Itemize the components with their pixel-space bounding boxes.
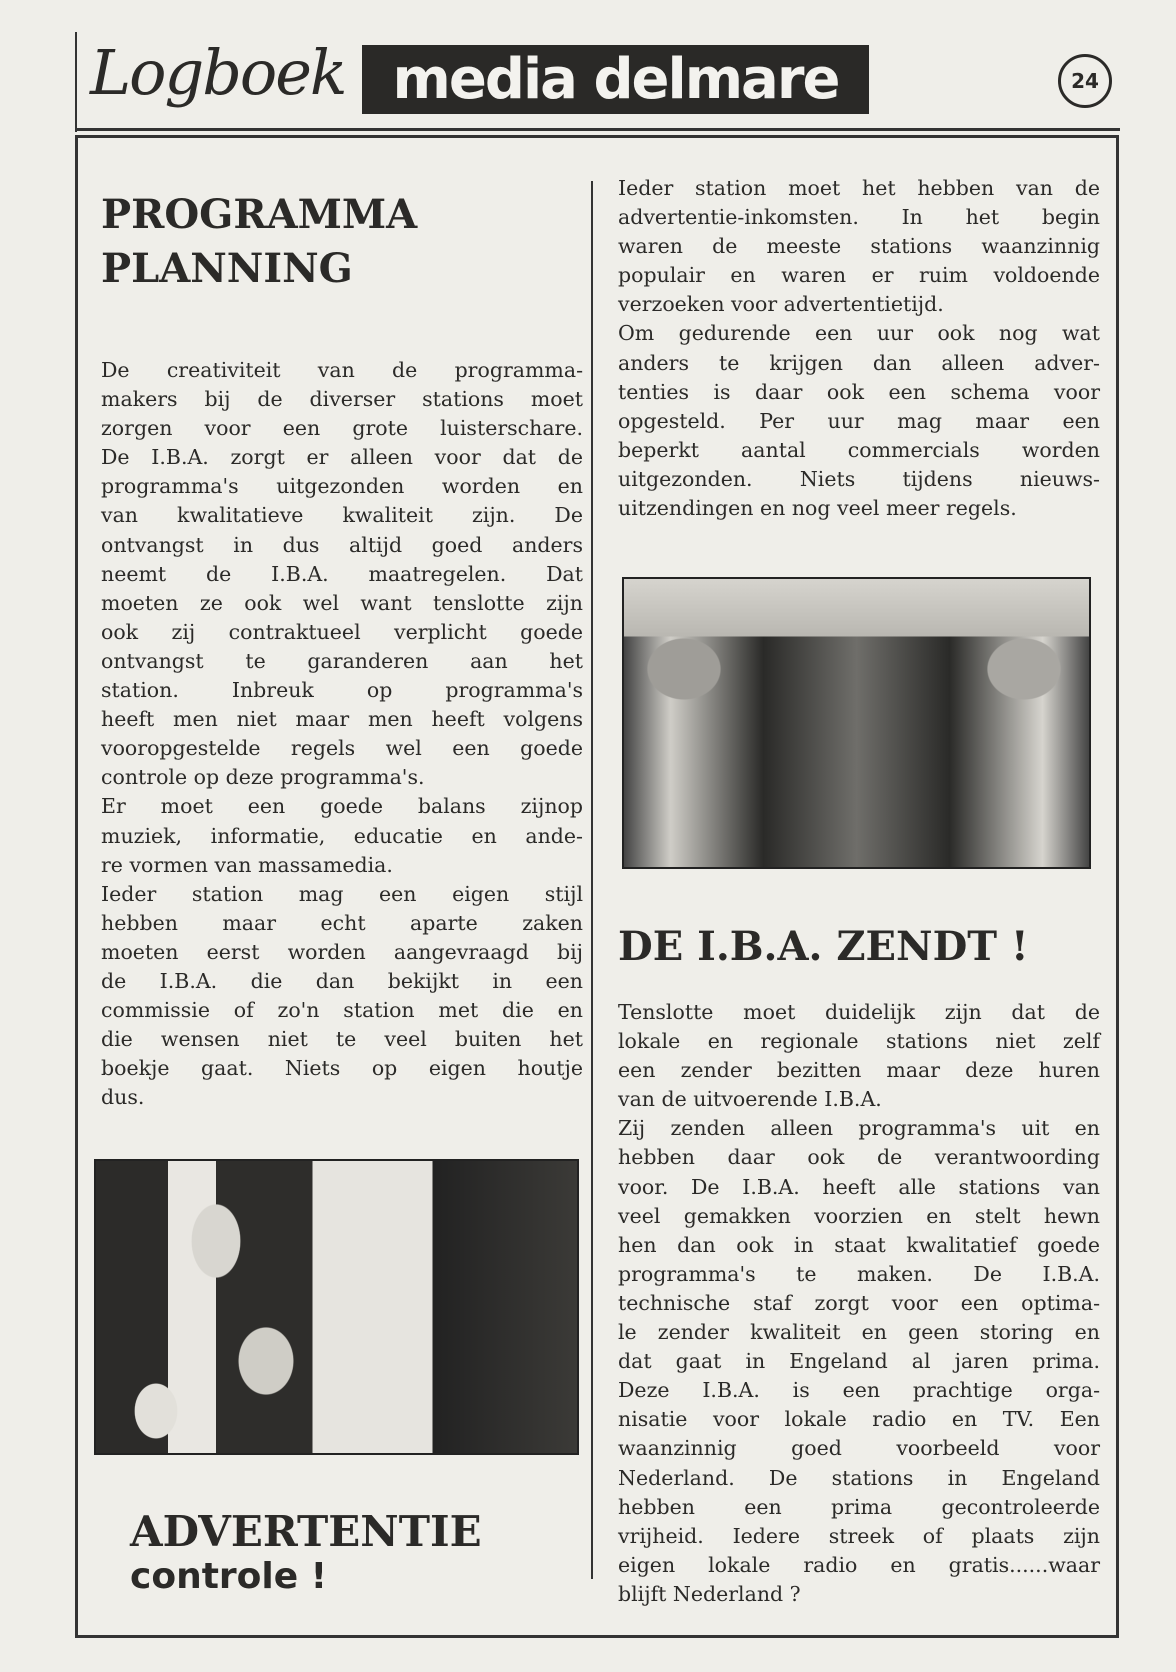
text-line: van de uitvoerende I.B.A. [618, 1087, 882, 1112]
text-line: dat gaat in Engeland al jaren prima. [618, 1349, 1100, 1374]
text-line: Deze I.B.A. is een prachtige orga- [618, 1378, 1100, 1403]
text-line: Om gedurende een uur ook nog wat [618, 321, 1100, 346]
text-line: hebben daar ook de verantwoording [618, 1145, 1100, 1170]
text-line: waren de meeste stations waanzinnig [618, 234, 1100, 259]
text-line: veel gemakken voorzien en stelt hewn [618, 1203, 1100, 1228]
header-rule [76, 128, 1120, 131]
header-rule-vertical [75, 32, 77, 132]
column-divider [591, 181, 593, 1579]
text-line: programma's uitgezonden worden en [101, 474, 583, 499]
text-line: hebben een prima gecontroleerde [618, 1494, 1100, 1519]
text-line: van kwalitatieve kwaliteit zijn. De [101, 503, 583, 528]
text-line: voor. De I.B.A. heeft alle stations van [618, 1174, 1100, 1199]
text-line: ontvangst te garanderen aan het [101, 648, 583, 673]
text-line: neemt de I.B.A. maatregelen. Dat [101, 561, 583, 586]
programma-planning-title [101, 188, 417, 296]
text-line: Zij zenden alleen programma's uit en [618, 1116, 1100, 1141]
title-line: PROGRAMMA [101, 191, 418, 238]
text-line: blijft Nederland ? [618, 1581, 801, 1606]
text-line: commissie of zo'n station met die en [101, 998, 583, 1023]
logboek-script-title: Logboek [90, 36, 346, 109]
text-line: technische staf zorgt voor een optima- [618, 1290, 1100, 1315]
brand-logo-text: media delmare [392, 46, 839, 112]
text-line: moeten ze ook wel want tenslotte zijn [101, 590, 583, 615]
iba-zendt-title: DE I.B.A. ZENDT ! [618, 923, 1029, 970]
brand-logo [362, 45, 869, 114]
text-line: Ieder station mag een eigen stijl [101, 881, 583, 906]
text-line: muziek, informatie, educatie en ande- [101, 823, 583, 848]
text-line: de I.B.A. die dan bekijkt in een [101, 968, 583, 993]
text-line: die wensen niet te veel buiten het [101, 1027, 583, 1052]
text-line: ook zij contraktueel verplicht goede [101, 619, 583, 644]
text-line: controle op deze programma's. [101, 765, 425, 790]
text-line: opgesteld. Per uur mag maar een [618, 408, 1100, 433]
advertentie-subtitle: controle ! [130, 1556, 328, 1597]
text-line: moeten eerst worden aangevraagd bij [101, 939, 583, 964]
advertentie-title: ADVERTENTIE [130, 1507, 482, 1556]
text-line: populair en waren er ruim voldoende [618, 263, 1100, 288]
text-line: ontvangst in dus altijd goed anders [101, 532, 583, 557]
photo-camera-crew [94, 1159, 579, 1455]
text-line: le zender kwaliteit en geen storing en [618, 1320, 1100, 1345]
text-line: nisatie voor lokale radio en TV. Een [618, 1407, 1100, 1432]
text-line: lokale en regionale stations niet zelf [618, 1029, 1100, 1054]
advertentie-body [618, 174, 1100, 523]
text-line: station. Inbreuk op programma's [101, 678, 583, 703]
text-line: anders te krijgen dan alleen adver- [618, 350, 1100, 375]
text-line: verzoeken voor advertentietijd. [618, 292, 944, 317]
text-line: hen dan ook in staat kwalitatief goede [618, 1232, 1100, 1257]
text-line: hebben maar echt aparte zaken [101, 910, 583, 935]
text-line: Er moet een goede balans zijnop [101, 794, 583, 819]
text-line: waanzinnig goed voorbeeld voor [618, 1436, 1100, 1461]
photo-control-room [622, 577, 1091, 869]
programma-planning-body [101, 356, 583, 1112]
text-line: een zender bezitten maar deze huren [618, 1058, 1100, 1083]
text-line: dus. [101, 1085, 145, 1110]
text-line: re vormen van massamedia. [101, 852, 393, 877]
text-line: programma's te maken. De I.B.A. [618, 1261, 1100, 1286]
text-line: makers bij de diverser stations moet [101, 387, 583, 412]
text-line: boekje gaat. Niets op eigen houtje [101, 1056, 583, 1081]
title-line: PLANNING [101, 245, 353, 292]
text-line: De creativiteit van de programma- [101, 358, 583, 382]
text-line: zorgen voor een grote luisterschare. [101, 416, 583, 441]
text-line: eigen lokale radio en gratis......waar [618, 1552, 1100, 1577]
page-number: 24 [1058, 54, 1112, 108]
text-line: De I.B.A. zorgt er alleen voor dat de [101, 445, 583, 470]
text-line: vooropgestelde regels wel een goede [101, 736, 583, 761]
text-line: Tenslotte moet duidelijk zijn dat de [618, 1000, 1100, 1024]
text-line: Ieder station moet het hebben van de [618, 176, 1100, 200]
text-line: heeft men niet maar men heeft volgens [101, 707, 583, 732]
text-line: Nederland. De stations in Engeland [618, 1465, 1100, 1490]
text-line: uitgezonden. Niets tijdens nieuws- [618, 466, 1100, 491]
text-line: beperkt aantal commercials worden [618, 437, 1100, 462]
text-line: uitzendingen en nog veel meer regels. [618, 496, 1017, 521]
text-line: vrijheid. Iedere streek of plaats zijn [618, 1523, 1100, 1548]
text-line: tenties is daar ook een schema voor [618, 379, 1100, 404]
iba-zendt-body [618, 998, 1100, 1609]
text-line: advertentie-inkomsten. In het begin [618, 205, 1100, 230]
